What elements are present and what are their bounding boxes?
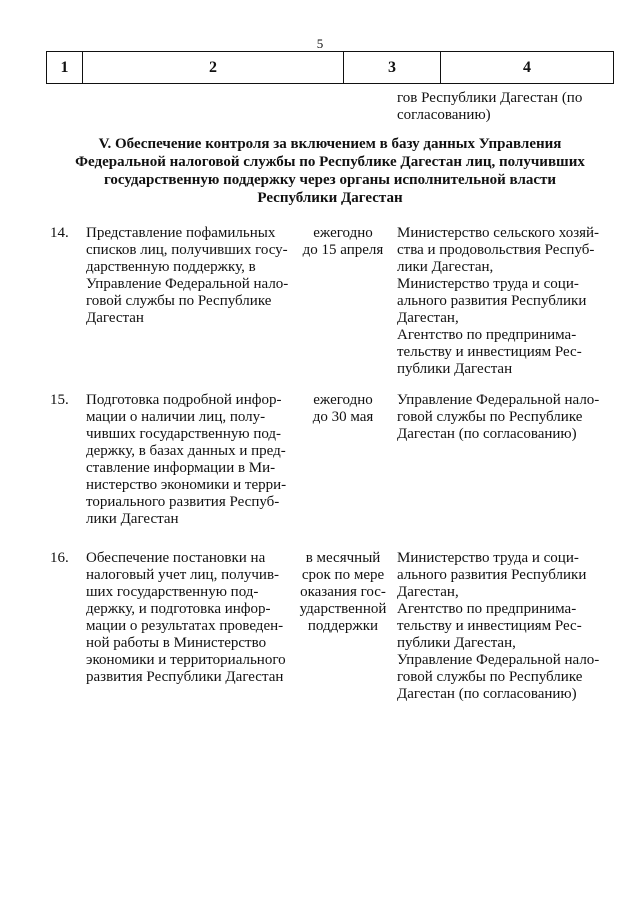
deadline-line: срок по мере — [301, 567, 385, 583]
responsible-line: Министерство сельского хозяй- — [397, 225, 600, 241]
responsible-line: говой службы по Республике — [397, 409, 583, 425]
row-number: 16. — [50, 550, 69, 566]
responsible-line: тельству и инвестициям Рес- — [397, 344, 582, 360]
responsible-line: публики Дагестан, — [397, 635, 516, 651]
continuation-line: гов Республики Дагестан (по — [397, 90, 583, 106]
column-header-4: 4 — [441, 52, 614, 84]
description-line: ной работы в Министерство — [86, 635, 267, 651]
row-deadline — [297, 392, 389, 426]
deadline-line: до 15 апреля — [302, 242, 384, 258]
section-title-line: V. Обеспечение контроля за включением в базу данных Управления — [98, 136, 562, 152]
description-line: нистерство экономики и терри- — [86, 477, 287, 493]
row-deadline — [297, 225, 389, 259]
responsible-line: лики Дагестан, — [397, 259, 494, 275]
responsible-line: ального развития Республики — [397, 293, 587, 309]
description-line: Дагестан — [86, 310, 144, 326]
responsible-line: Дагестан, — [397, 310, 459, 326]
deadline-line: ежегодно — [313, 392, 373, 408]
deadline-line: ударственной — [299, 601, 387, 617]
responsible-line: Управление Федеральной нало- — [397, 652, 600, 668]
responsible-line: публики Дагестан — [397, 361, 513, 377]
responsible-line: Министерство труда и соци- — [397, 276, 579, 292]
page-number: 5 — [316, 36, 324, 51]
deadline-line: оказания гос- — [300, 584, 386, 600]
description-line: мации о результатах проведен- — [86, 618, 284, 634]
row-description — [86, 392, 294, 528]
description-line: чивших государственную под- — [86, 426, 282, 442]
description-line: Подготовка подробной инфор- — [86, 392, 282, 408]
column-header-table — [46, 51, 614, 84]
deadline-line: в месячный — [305, 550, 381, 566]
continuation-line: согласованию) — [397, 107, 491, 123]
row-deadline — [297, 550, 389, 635]
responsible-line: Министерство труда и соци- — [397, 550, 579, 566]
description-line: развития Республики Дагестан — [86, 669, 284, 685]
description-line: держку, в базах данных и пред- — [86, 443, 286, 459]
row-description — [86, 225, 294, 327]
deadline-line: ежегодно — [313, 225, 373, 241]
description-line: Управление Федеральной нало- — [86, 276, 289, 292]
row-number: 15. — [50, 392, 69, 408]
column-header-1: 1 — [47, 52, 83, 84]
responsible-line: Агентство по предпринима- — [397, 601, 577, 617]
responsible-line: тельству и инвестициям Рес- — [397, 618, 582, 634]
description-line: ших государственную под- — [86, 584, 259, 600]
continuation-text — [397, 90, 607, 124]
description-line: говой службы по Республике — [86, 293, 272, 309]
description-line: Обеспечение постановки на — [86, 550, 266, 566]
responsible-line: ства и продовольствия Респуб- — [397, 242, 595, 258]
description-line: налоговый учет лиц, получив- — [86, 567, 280, 583]
responsible-line: Агентство по предпринима- — [397, 327, 577, 343]
section-title-line: Федеральной налоговой службы по Республике Дагестан лиц, получивших — [75, 154, 585, 170]
row-description — [86, 550, 294, 686]
responsible-line: говой службы по Республике — [397, 669, 583, 685]
description-line: ставление информации в Ми- — [86, 460, 276, 476]
section-title-line: Республики Дагестан — [257, 190, 403, 206]
description-line: дарственную поддержку, в — [86, 259, 256, 275]
row-responsible — [397, 225, 607, 378]
column-header-2: 2 — [83, 52, 344, 84]
row-responsible — [397, 392, 607, 443]
description-line: держку, и подготовка инфор- — [86, 601, 271, 617]
responsible-line: Управление Федеральной нало- — [397, 392, 600, 408]
deadline-line: до 30 мая — [312, 409, 374, 425]
description-line: экономики и территориального — [86, 652, 286, 668]
deadline-line: поддержки — [307, 618, 379, 634]
column-header-3: 3 — [344, 52, 441, 84]
row-responsible — [397, 550, 607, 703]
description-line: ториального развития Респуб- — [86, 494, 280, 510]
responsible-line: Дагестан (по согласованию) — [397, 686, 577, 702]
section-title-line: государственную поддержку через органы исполнительной власти — [103, 172, 557, 188]
description-line: мации о наличии лиц, полу- — [86, 409, 266, 425]
description-line: лики Дагестан — [86, 511, 179, 527]
description-line: Представление пофамильных — [86, 225, 276, 241]
description-line: списков лиц, получивших госу- — [86, 242, 288, 258]
responsible-line: Дагестан (по согласованию) — [397, 426, 577, 442]
row-number: 14. — [50, 225, 69, 241]
responsible-line: ального развития Республики — [397, 567, 587, 583]
section-title — [60, 135, 600, 207]
responsible-line: Дагестан, — [397, 584, 459, 600]
